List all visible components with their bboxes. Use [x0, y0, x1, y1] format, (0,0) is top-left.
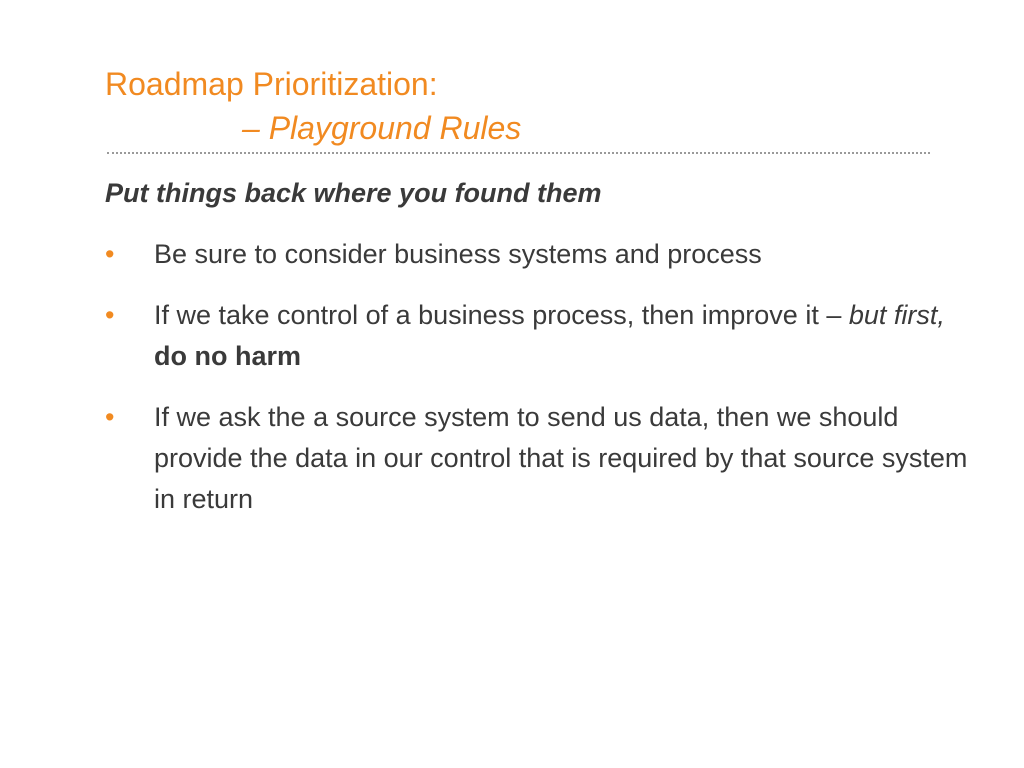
- bullet-item: [105, 397, 985, 520]
- bullet-dot-icon: •: [105, 239, 115, 269]
- bullet-list: [105, 234, 985, 540]
- bullet-dot-icon: •: [105, 402, 115, 432]
- bullet-text-bold: do no harm: [154, 341, 301, 371]
- bullet-item: [105, 234, 985, 275]
- subheading: Put things back where you found them: [105, 178, 602, 208]
- bullet-text: If we take control of a business process, then improve it –: [154, 300, 849, 330]
- bullet-dot-icon: •: [105, 300, 115, 330]
- title-line-1: Roadmap Prioritization:: [105, 66, 438, 102]
- slide-title: [105, 62, 521, 150]
- title-divider: [107, 152, 930, 154]
- bullet-item: [105, 295, 985, 377]
- bullet-text: If we ask the a source system to send us data, then we should provide the data in our control that is required by that source system in return: [154, 402, 968, 514]
- bullet-text: Be sure to consider business systems and process: [154, 239, 762, 269]
- bullet-text-italic: but first,: [848, 300, 945, 330]
- title-line-2: – Playground Rules: [242, 110, 522, 146]
